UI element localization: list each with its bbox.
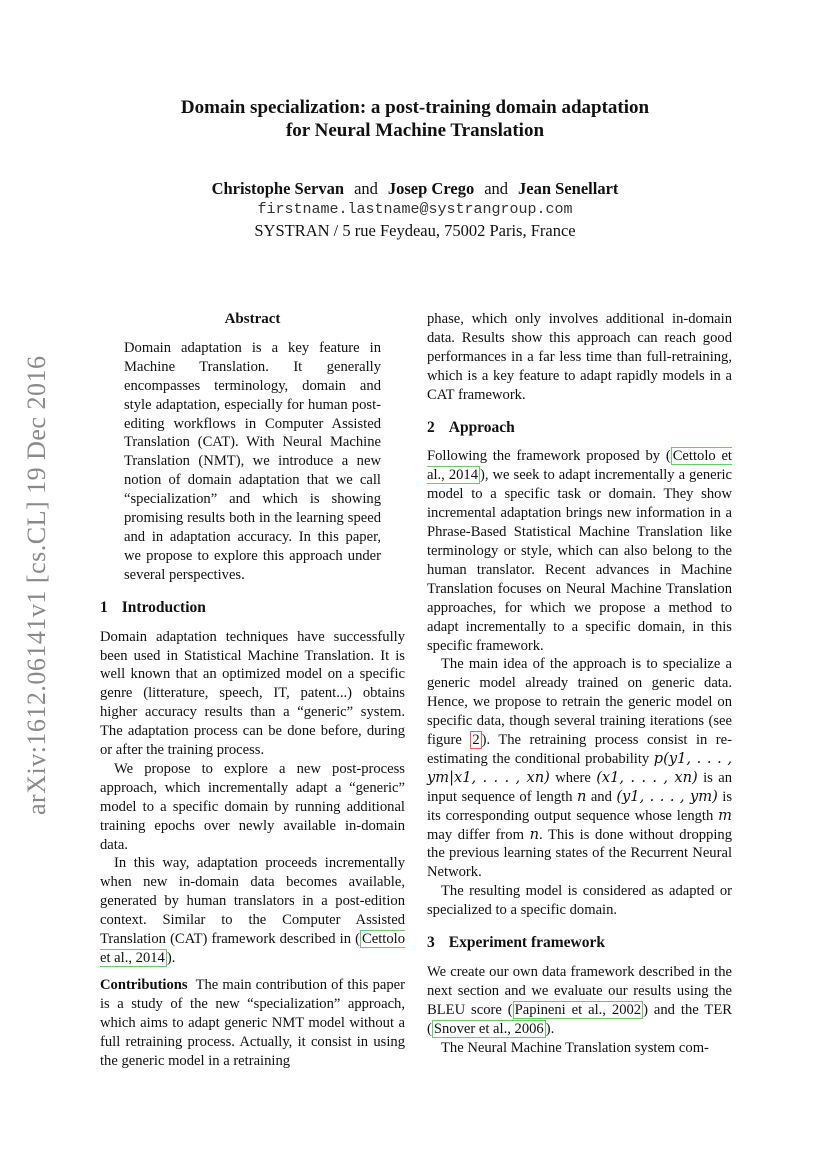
citation-link[interactable]: Snover et al., 2006 [433,1020,544,1037]
section-approach-heading [427,419,732,438]
section-title: Approach [448,418,515,436]
abstract-heading: Abstract [224,311,281,327]
math-expression: m [718,806,732,824]
math-expression: p(y1, . . . , ym|x1, . . . , xn) [427,749,732,786]
title-line-1: Domain specialization: a post-training domain adaptation [180,97,650,118]
experiment-p1-text: We create our own data framework described in the next section and we evaluate our results using the BLEU score ( [427,964,732,1018]
contributions-continued: phase, which only involves additional in-domain data. Results show this approach can reach good performances in a far less time than full-retraining, which is a key feature to adapt rapidly models in a CAT framework. [427,311,732,403]
math-expression: (x1, . . . , xn) [596,768,698,786]
intro-p3-end: ). [166,950,176,966]
intro-paragraph-1: Domain adaptation techniques have successfully been used in Statistical Machine Translation. It is well known that an optimized model on a specific genre (litterature, speech, IT, patent...) obtains higher accuracy results than a “generic” system. The adaptation process can be done before, during or after the training process. [100,628,405,759]
experiment-p1-text: ). [545,1020,555,1037]
approach-p2-text: ). The retraining process consist in re-estimating the conditional probability [427,732,732,767]
approach-p2-text: . This is done without dropping the previous learning states of the Recurrent Neural Network. [427,826,732,881]
approach-p1-rest: ), we seek to adapt incrementally a generic model to a specific task or domain. They show incremental adaptation brings new information in a Phrase-Based Statistical Machine Translation like terminology or style, which can also belong to the human translator. Recent advances in Machine Translation focuses on Neural Machine Translation approaches, for which we propose a method to adapt incrementally to a specific domain, in this specific framework. [427,467,732,654]
author-conj-2: and [484,179,509,198]
section-experiment-heading [427,934,732,953]
approach-paragraph-2 [427,655,732,882]
intro-paragraph-2: We propose to explore a new post-process approach, which incrementally adapt a “generic” model to a specific domain by running additional training epochs over newly available in-domain data. [100,760,405,853]
approach-p1-text: Following the framework proposed by ( [427,448,671,465]
experiment-paragraph-2: The Neural Machine Translation system com- [441,1039,709,1056]
author-2: Josep Crego [387,179,475,198]
approach-paragraph-1 [427,447,732,655]
left-column [100,310,405,1070]
author-conj-1: and [354,179,378,198]
author-3: Jean Senellart [518,179,619,198]
section-title: Introduction [121,598,206,616]
section-number: 1 [100,598,108,616]
author-email: firstname.lastname@systrangroup.com [257,201,573,218]
figure-reference-link[interactable]: 2 [472,732,480,749]
citation-link[interactable]: Cettolo et al., 2014 [100,931,405,966]
author-1: Christophe Servan [211,179,345,198]
approach-paragraph-3: The resulting model is considered as adapted or specialized to a specific domain. [427,883,732,919]
contributions-text: The main contribution of this paper is a study of the new “specialization” approach, which aims to adapt generic NMT model without a full retraining process. Actually, it consist in using the generic model in a retraining [100,976,405,1069]
math-expression: n [576,787,587,805]
approach-p2-text: where [549,769,597,786]
paper-title [100,96,730,142]
right-column [427,310,732,1058]
author-affiliation: SYSTRAN / 5 rue Feydeau, 75002 Paris, France [254,221,576,240]
intro-paragraph-3: In this way, adaptation proceeds incrementally when new in-domain data becomes available, generated by human translators in a post-edition context. Similar to the Computer Assisted Translation (CAT) framework described in ( Cettolo et al., 2014 ). [100,855,405,966]
section-introduction-heading [100,599,405,618]
section-number: 3 [427,934,435,952]
experiment-p1-text: ) and the TER ( [427,1001,732,1037]
approach-p2-text: is its corresponding output sequence whose length [427,788,733,824]
approach-p2-text: The main idea of the approach is to specialize a generic model already trained on generic data. Hence, we propose to retrain the generic model on specific data, though several training iterations (see figure [427,656,732,749]
contributions-paragraph [100,976,405,1071]
title-line-2: for Neural Machine Translation [285,120,545,141]
approach-p2-text: may differ from [427,826,530,843]
author-names [100,178,730,199]
contributions-heading: Contributions [100,976,188,993]
author-block [100,178,730,241]
section-number: 2 [427,418,435,436]
intro-p3-text: In this way, adaptation proceeds incrementally when new in-domain data becomes available, generated by human translators in a post-edition context. Similar to the Computer Assisted Translation (CAT) framework described in [100,855,405,948]
math-expression: (y1, . . . , ym) [616,787,718,805]
approach-p2-text: and [586,788,617,805]
math-expression: n [529,825,540,843]
approach-p2-text: is an input sequence of length [427,769,732,805]
citation-link[interactable]: Cettolo et al., 2014 [427,448,732,484]
experiment-paragraph-1 [427,963,732,1039]
abstract-text: Domain adaptation is a key feature in Machine Translation. It generally encompasses terminology, domain and style adaptation, especially for human post-editing workflows in Computer Assisted Translation (CAT). With Neural Machine Translation (NMT), we introduce a new notion of domain adaptation that we call “specialization” and which is showing promising results both in the learning speed and in adaptation accuracy. In this paper, we propose to explore this approach under several perspectives. [124,339,381,583]
arxiv-identifier: arXiv:1612.06141v1 [cs.CL] 19 Dec 2016 [22,356,51,816]
citation-link[interactable]: Papineni et al., 2002 [514,1001,642,1018]
section-title: Experiment framework [448,934,605,952]
